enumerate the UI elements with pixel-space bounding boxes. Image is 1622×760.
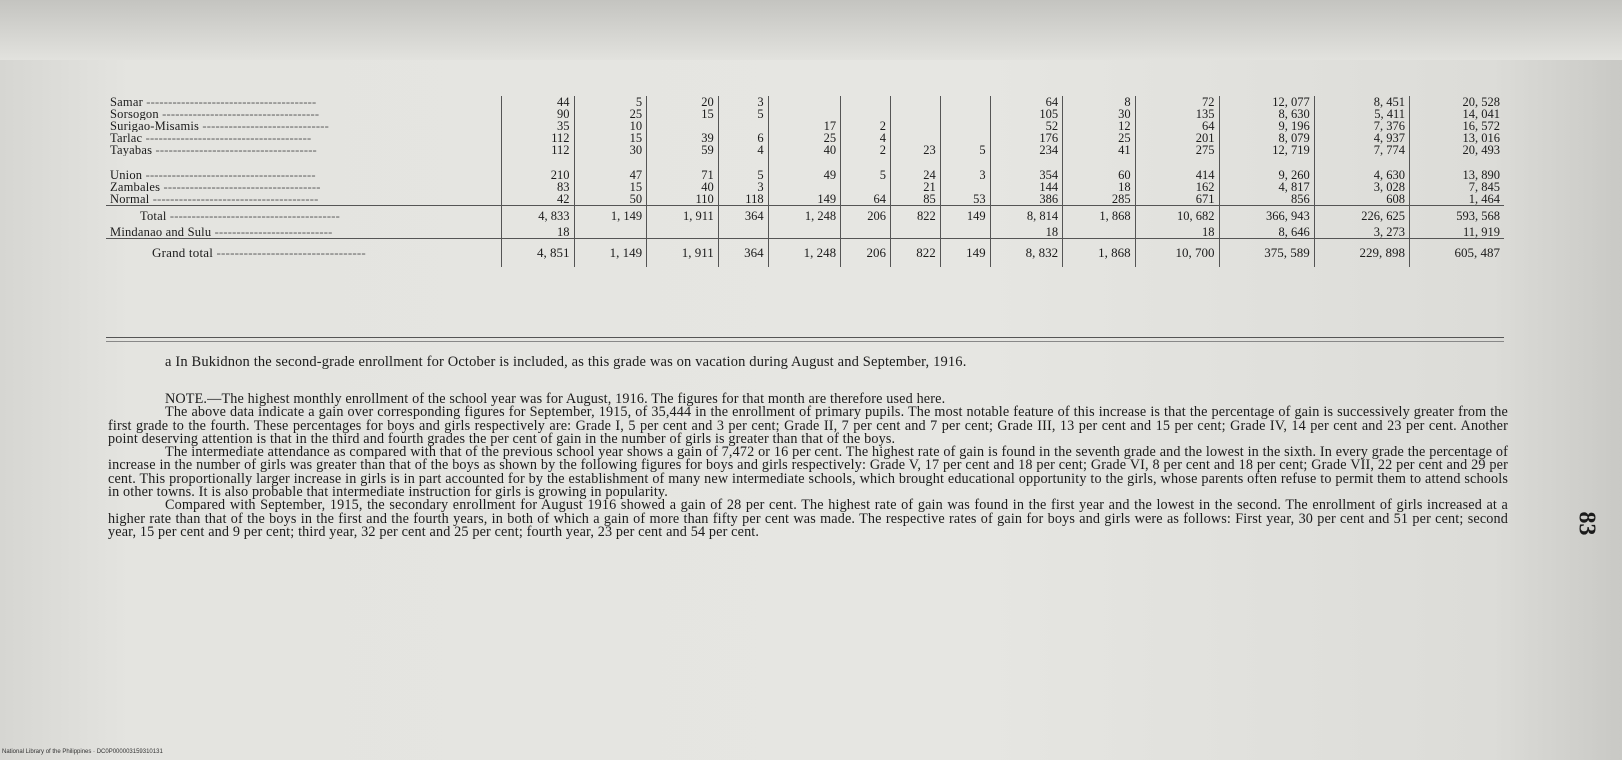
- table-cell: 386: [990, 193, 1063, 206]
- row-label-text: Surigao-Misamis: [110, 120, 200, 132]
- row-label: [106, 193, 502, 206]
- table-cell: 64: [841, 193, 891, 206]
- table-cell: 12, 719: [1219, 144, 1314, 156]
- table-cell: 71: [647, 169, 719, 181]
- table-cell: 1, 868: [1063, 206, 1136, 227]
- table-cell: 40: [647, 181, 719, 193]
- table-cell: 366, 943: [1219, 206, 1314, 227]
- table-cell: 52: [990, 120, 1063, 132]
- table-cell: 4, 833: [502, 206, 575, 227]
- table-cell: [647, 226, 719, 239]
- table-cell: [940, 226, 990, 239]
- page-number: 83: [1573, 511, 1600, 536]
- table-cell: 30: [574, 144, 647, 156]
- row-label-text: Samar: [110, 96, 143, 108]
- table-cell: [890, 96, 940, 108]
- table-cell: 20, 493: [1410, 144, 1504, 156]
- table-cell: 16, 572: [1410, 120, 1504, 132]
- table-cell: 8: [1063, 96, 1136, 108]
- table-cell: 13, 016: [1410, 132, 1504, 144]
- mindanao-row: [106, 226, 1504, 239]
- row-label: [106, 206, 502, 227]
- table-cell: [890, 226, 940, 239]
- leader-dots: ---------------------------------: [213, 245, 366, 260]
- table-cell: 822: [890, 206, 940, 227]
- row-label: [106, 226, 502, 239]
- table-cell: 206: [841, 239, 891, 268]
- table-cell: 8, 832: [990, 239, 1063, 268]
- table-cell: 39: [647, 132, 719, 144]
- table-cell: 64: [1135, 120, 1219, 132]
- table-cell: [940, 96, 990, 108]
- leader-dots: ------------------------------------: [160, 181, 321, 193]
- table-cell: 42: [502, 193, 575, 206]
- table-cell: 275: [1135, 144, 1219, 156]
- table-cell: 17: [768, 120, 841, 132]
- leader-dots: -------------------------------------: [152, 144, 317, 156]
- table-row: [106, 144, 1504, 156]
- table-cell: 41: [1063, 144, 1136, 156]
- table-cell: 25: [1063, 132, 1136, 144]
- secondary-paragraph: Compared with September, 1915, the secondary enrollment for August 1916 showed a gain of 28 per cent. The highest rate of gain was found in the first year and the lowest in the second. The enrollment of girls increased at a higher rate than that of the boys in the first and the fourth years, in both of which a gain of more than fifty per cent was made. The respective rates of gain for boys and girls were as follows: First year, 30 per cent and 51 per cent; second year, 15 per cent and 9 per cent; third year, 32 per cent and 25 per cent; fourth year, 23 per cent and 54 per cent.: [108, 497, 1508, 540]
- leader-dots: ---------------------------------------: [166, 209, 340, 223]
- table-cell: [768, 96, 841, 108]
- table-cell: 608: [1314, 193, 1409, 206]
- table-cell: 671: [1135, 193, 1219, 206]
- table-cell: 1, 911: [647, 206, 719, 227]
- table-cell: 135: [1135, 108, 1219, 120]
- table-cell: 7, 845: [1410, 181, 1504, 193]
- table-cell: [940, 120, 990, 132]
- row-label-text: Grand total: [152, 245, 214, 260]
- table-cell: 105: [990, 108, 1063, 120]
- table-cell: 149: [940, 206, 990, 227]
- table-cell: 5: [841, 169, 891, 181]
- table-cell: 5: [718, 169, 768, 181]
- table-cell: 10: [574, 120, 647, 132]
- row-label-text: Sorsogon: [110, 108, 159, 120]
- table-cell: 12: [1063, 120, 1136, 132]
- leader-dots: --------------------------------------: [142, 132, 312, 144]
- table-cell: 162: [1135, 181, 1219, 193]
- table-cell: 4: [841, 132, 891, 144]
- row-label-text: Tarlac: [110, 132, 143, 144]
- grand-total-row: [106, 239, 1504, 268]
- table-cell: 21: [890, 181, 940, 193]
- table-cell: 375, 589: [1219, 239, 1314, 268]
- table-cell: [768, 226, 841, 239]
- table-cell: 1, 248: [768, 239, 841, 268]
- table-cell: 60: [1063, 169, 1136, 181]
- table-cell: 118: [718, 193, 768, 206]
- table-cell: 14, 041: [1410, 108, 1504, 120]
- table-cell: 6: [718, 132, 768, 144]
- table-cell: 5: [574, 96, 647, 108]
- primary-paragraph: The above data indicate a gain over corresponding figures for September, 1915, of 35,444 in the enrollment of primary pupils. The most notable feature of this increase is that the percentage of gain is successively greater from the first grade to the fourth. These percentages for boys and girls respectively are: Grade I, 5 per cent and 3 per cent; Grade II, 7 per cent and 7 per cent; Grade III, 13 per cent and 15 per cent; Grade IV, 14 per cent and 23 per cent. Another point deserving attention is that in the third and fourth grades the per cent of gain in the number of girls is greater than that of the boys.: [108, 404, 1508, 447]
- table-cell: 40: [768, 144, 841, 156]
- table-cell: 201: [1135, 132, 1219, 144]
- row-label: [106, 132, 502, 144]
- row-label-text: Tayabas: [110, 144, 153, 156]
- table-cell: 856: [1219, 193, 1314, 206]
- table-cell: 149: [768, 193, 841, 206]
- table-cell: 49: [768, 169, 841, 181]
- table-cell: 30: [1063, 108, 1136, 120]
- page-top-shadow: [0, 0, 1622, 60]
- table-cell: 110: [647, 193, 719, 206]
- table-cell: 13, 890: [1410, 169, 1504, 181]
- total-row: [106, 206, 1504, 227]
- table-cell: 112: [502, 132, 575, 144]
- table-cell: 3: [718, 96, 768, 108]
- table-cell: 4, 817: [1219, 181, 1314, 193]
- table-cell: 149: [940, 239, 990, 268]
- table-cell: 226, 625: [1314, 206, 1409, 227]
- table-cell: 5: [718, 108, 768, 120]
- scan-credit: National Library of the Philippines · DC0P000003159310131: [2, 749, 163, 755]
- table-cell: 5, 411: [1314, 108, 1409, 120]
- table-cell: [890, 108, 940, 120]
- row-label: [106, 156, 502, 169]
- body-text: [108, 393, 1508, 539]
- table-cell: 64: [990, 96, 1063, 108]
- table-cell: 35: [502, 120, 575, 132]
- table-cell: 85: [890, 193, 940, 206]
- leader-dots: ---------------------------------------: [142, 96, 317, 108]
- table-cell: 2: [841, 144, 891, 156]
- table-cell: 4, 630: [1314, 169, 1409, 181]
- table-cell: 3, 273: [1314, 226, 1409, 239]
- table-cell: 4, 851: [502, 239, 575, 268]
- row-label-text: Normal: [110, 193, 150, 206]
- table-cell: 90: [502, 108, 575, 120]
- table-cell: 53: [940, 193, 990, 206]
- table-cell: 822: [890, 239, 940, 268]
- table-cell: [718, 226, 768, 239]
- enrollment-table: [106, 96, 1504, 267]
- table-cell: 364: [718, 206, 768, 227]
- table-footnote: a In Bukidnon the second-grade enrollment for October is included, as this grade was on vacation during August and September, 1916.: [165, 354, 967, 370]
- table-cell: 1, 149: [574, 239, 647, 268]
- table-cell: 1, 149: [574, 206, 647, 227]
- table-cell: 10, 682: [1135, 206, 1219, 227]
- leader-dots: --------------------------------------: [149, 193, 319, 206]
- table-cell: 10, 700: [1135, 239, 1219, 268]
- table-cell: 8, 451: [1314, 96, 1409, 108]
- table-cell: 12, 077: [1219, 96, 1314, 108]
- table-cell: [841, 96, 891, 108]
- table-cell: 210: [502, 169, 575, 181]
- table-cell: [890, 120, 940, 132]
- table-cell: [940, 108, 990, 120]
- table-cell: 18: [1135, 226, 1219, 239]
- table-row: [106, 193, 1504, 206]
- table-cell: 24: [890, 169, 940, 181]
- table-cell: 83: [502, 181, 575, 193]
- table-cell: 20, 528: [1410, 96, 1504, 108]
- row-label: [106, 239, 502, 268]
- table-cell: 3: [718, 181, 768, 193]
- table-cell: 11, 919: [1410, 226, 1504, 239]
- table-cell: 234: [990, 144, 1063, 156]
- leader-dots: ---------------------------------------: [142, 169, 316, 181]
- table-cell: 9, 196: [1219, 120, 1314, 132]
- table-cell: 1, 868: [1063, 239, 1136, 268]
- table-cell: 15: [647, 108, 719, 120]
- leader-dots: ------------------------------------: [158, 108, 320, 120]
- table-bottom-rule-secondary: [106, 341, 1504, 342]
- table-cell: 112: [502, 144, 575, 156]
- table-cell: 44: [502, 96, 575, 108]
- table-cell: 3, 028: [1314, 181, 1409, 193]
- row-label-text: Union: [110, 169, 143, 181]
- table-cell: 7, 774: [1314, 144, 1409, 156]
- row-label: [106, 181, 502, 193]
- table-cell: 8, 079: [1219, 132, 1314, 144]
- table-cell: 605, 487: [1410, 239, 1504, 268]
- row-label: [106, 96, 502, 108]
- note-paragraph: NOTE.—The highest monthly enrollment of the school year was for August, 1916. The figures for that month are therefore used here.: [165, 391, 946, 407]
- table-cell: 354: [990, 169, 1063, 181]
- table-cell: 25: [768, 132, 841, 144]
- table-cell: 20: [647, 96, 719, 108]
- table-cell: 364: [718, 239, 768, 268]
- table-cell: 25: [574, 108, 647, 120]
- table-cell: 23: [890, 144, 940, 156]
- table-cell: 18: [502, 226, 575, 239]
- row-label-text: Mindanao and Sulu: [110, 226, 212, 239]
- table-cell: 206: [841, 206, 891, 227]
- table-cell: 1, 911: [647, 239, 719, 268]
- table-cell: 15: [574, 132, 647, 144]
- table-cell: 593, 568: [1410, 206, 1504, 227]
- table-cell: 4, 937: [1314, 132, 1409, 144]
- table-cell: 59: [647, 144, 719, 156]
- table-cell: 2: [841, 120, 891, 132]
- table-cell: 47: [574, 169, 647, 181]
- row-label: [106, 144, 502, 156]
- intermediate-paragraph: The intermediate attendance as compared with that of the previous school year shows a gain of 7,472 or 16 per cent. The highest rate of gain is found in the seventh grade and the lowest in the sixth. In every grade the percentage of increase in the number of girls was greater than that of the boys as shown by the following figures for boys and girls respectively: Grade V, 17 per cent and 18 per cent; Grade VI, 8 per cent and 18 per cent; Grade VII, 22 per cent and 29 per cent. This proportionally larger increase in girls is in part accounted for by the establishment of many new intermediate schools, which brought educational opportunity to the girls, whose parents often refuse to permit them to attend schools in other towns. It is also probable that intermediate instruction for girls is growing in popularity.: [108, 444, 1508, 501]
- row-label-text: Total: [140, 209, 167, 223]
- table-cell: 7, 376: [1314, 120, 1409, 132]
- table-cell: 18: [1063, 181, 1136, 193]
- table-cell: 229, 898: [1314, 239, 1409, 268]
- row-label: [106, 169, 502, 181]
- leader-dots: -----------------------------: [199, 120, 329, 132]
- table-cell: 18: [990, 226, 1063, 239]
- table-cell: 8, 630: [1219, 108, 1314, 120]
- table-cell: [1063, 226, 1136, 239]
- table-cell: [574, 226, 647, 239]
- table-cell: 5: [940, 144, 990, 156]
- table-cell: 1, 248: [768, 206, 841, 227]
- table-cell: 3: [940, 169, 990, 181]
- row-label: [106, 108, 502, 120]
- table-cell: 15: [574, 181, 647, 193]
- table-cell: 1, 464: [1410, 193, 1504, 206]
- table-cell: [841, 226, 891, 239]
- table-cell: 72: [1135, 96, 1219, 108]
- table-cell: 176: [990, 132, 1063, 144]
- table-cell: 285: [1063, 193, 1136, 206]
- row-label: [106, 120, 502, 132]
- table-cell: 414: [1135, 169, 1219, 181]
- leader-dots: ---------------------------: [211, 226, 333, 239]
- table-cell: 50: [574, 193, 647, 206]
- table-cell: 4: [718, 144, 768, 156]
- table-cell: 144: [990, 181, 1063, 193]
- table-cell: 8, 814: [990, 206, 1063, 227]
- table-cell: 8, 646: [1219, 226, 1314, 239]
- enrollment-table-body: [106, 96, 1504, 267]
- table-bottom-rule: [106, 337, 1504, 338]
- row-label-text: Zambales: [110, 181, 161, 193]
- table-cell: 9, 260: [1219, 169, 1314, 181]
